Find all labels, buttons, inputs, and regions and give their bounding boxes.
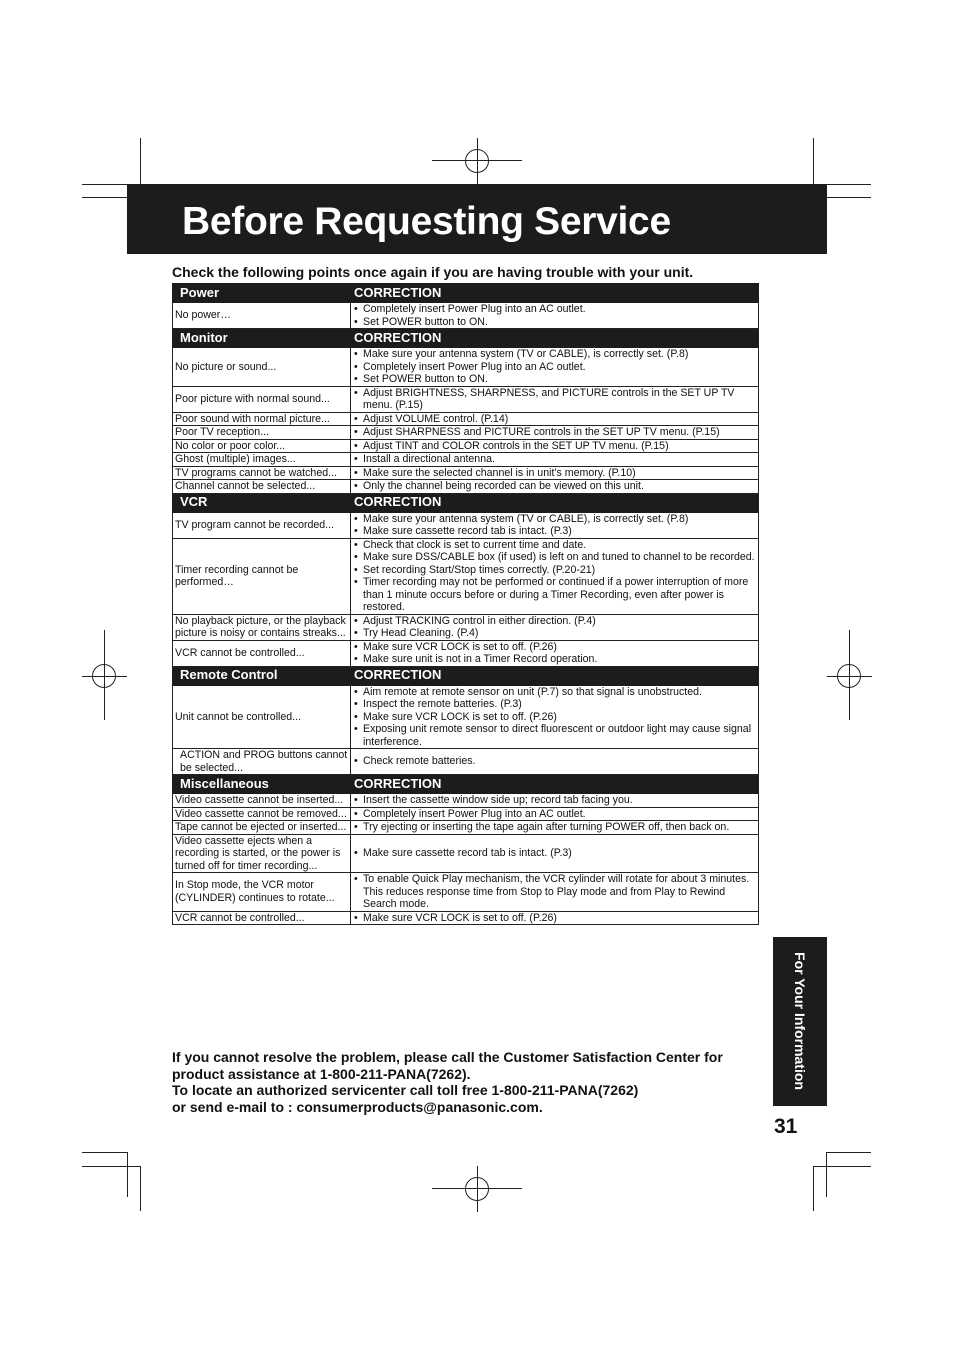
section-title: Miscellaneous	[173, 775, 351, 794]
page-number: 31	[774, 1115, 798, 1138]
correction-item: • Check that clock is set to current time and date.	[353, 539, 756, 552]
problem-cell: Channel cannot be selected...	[173, 480, 351, 494]
correction-list	[353, 794, 756, 807]
correction-item: • Aim remote at remote sensor on unit (P.7) so that signal is unobstructed.	[353, 686, 756, 699]
correction-list	[353, 467, 756, 480]
correction-item: • Try Head Cleaning. (P.4)	[353, 627, 756, 640]
table-row	[173, 614, 759, 640]
table-row	[173, 466, 759, 480]
correction-header: CORRECTION	[351, 666, 759, 685]
problem-cell: Poor picture with normal sound...	[173, 386, 351, 412]
correction-item: • Make sure the selected channel is in unit’s memory. (P.10)	[353, 467, 756, 480]
correction-cell	[351, 466, 759, 480]
section-header	[173, 666, 759, 685]
correction-cell	[351, 512, 759, 538]
correction-cell	[351, 453, 759, 467]
correction-list	[353, 303, 756, 328]
correction-list	[353, 873, 756, 911]
correction-item: • Timer recording may not be performed or continued if a power interruption of more than 1 minute occurs before or during a Timer Recording, even after power is restored.	[353, 576, 756, 614]
correction-header: CORRECTION	[351, 775, 759, 794]
section-header	[173, 775, 759, 794]
correction-header: CORRECTION	[351, 284, 759, 303]
section-title: Power	[173, 284, 351, 303]
correction-list	[353, 413, 756, 426]
correction-list	[353, 615, 756, 640]
correction-item: • Set POWER button to ON.	[353, 373, 756, 386]
correction-list	[353, 755, 756, 768]
troubleshooting-table	[172, 283, 759, 925]
table-row	[173, 439, 759, 453]
title-bar	[127, 184, 827, 254]
correction-cell	[351, 426, 759, 440]
problem-cell: Video cassette cannot be inserted...	[173, 794, 351, 808]
correction-cell	[351, 834, 759, 873]
correction-item: • Make sure unit is not in a Timer Record operation.	[353, 653, 756, 666]
section-title: Monitor	[173, 329, 351, 348]
correction-cell	[351, 614, 759, 640]
table-row	[173, 640, 759, 666]
correction-item: • Set POWER button to ON.	[353, 316, 756, 329]
correction-cell	[351, 303, 759, 329]
correction-item: • Adjust TINT and COLOR controls in the SET UP TV menu. (P.15)	[353, 440, 756, 453]
correction-item: • Insert the cassette window side up; record tab facing you.	[353, 794, 756, 807]
correction-item: • Exposing unit remote sensor to direct fluorescent or outdoor light may cause signal interference.	[353, 723, 756, 748]
table-row	[173, 412, 759, 426]
table-row	[173, 911, 759, 925]
footer-line-2: To locate an authorized servicenter call toll free 1-800-211-PANA(7262)	[172, 1082, 639, 1098]
correction-cell	[351, 348, 759, 387]
correction-item: • Make sure cassette record tab is intact. (P.3)	[353, 847, 756, 860]
correction-item: • Set recording Start/Stop times correctly. (P.20-21)	[353, 564, 756, 577]
correction-cell	[351, 911, 759, 925]
problem-cell: Poor sound with normal picture...	[173, 412, 351, 426]
correction-cell	[351, 807, 759, 821]
correction-list	[353, 348, 756, 386]
correction-item: • Completely insert Power Plug into an AC outlet.	[353, 303, 756, 316]
correction-header: CORRECTION	[351, 329, 759, 348]
correction-item: • Make sure your antenna system (TV or CABLE), is correctly set. (P.8)	[353, 348, 756, 361]
correction-list	[353, 808, 756, 821]
table-row	[173, 348, 759, 387]
table-row	[173, 480, 759, 494]
correction-item: • Completely insert Power Plug into an AC outlet.	[353, 808, 756, 821]
problem-cell: Video cassette cannot be removed...	[173, 807, 351, 821]
correction-item: • Make sure DSS/CABLE box (if used) is left on and tuned to channel to be recorded.	[353, 551, 756, 564]
problem-cell: Video cassette ejects when a recording is started, or the power is turned off for timer recording...	[173, 834, 351, 873]
correction-list	[353, 641, 756, 666]
footer-line-1: If you cannot resolve the problem, please call the Customer Satisfaction Center for product assistance at 1-800-211-PANA(7262).	[172, 1049, 723, 1082]
correction-cell	[351, 749, 759, 775]
section-header	[173, 329, 759, 348]
correction-item: • Adjust SHARPNESS and PICTURE controls in the SET UP TV menu. (P.15)	[353, 426, 756, 439]
correction-list	[353, 387, 756, 412]
problem-cell: No power…	[173, 303, 351, 329]
correction-item: • Completely insert Power Plug into an AC outlet.	[353, 361, 756, 374]
correction-item: • Install a directional antenna.	[353, 453, 756, 466]
table-row	[173, 794, 759, 808]
correction-list	[353, 453, 756, 466]
correction-list	[353, 539, 756, 614]
correction-cell	[351, 873, 759, 912]
section-title: VCR	[173, 493, 351, 512]
correction-item: • Make sure your antenna system (TV or CABLE), is correctly set. (P.8)	[353, 513, 756, 526]
correction-cell	[351, 412, 759, 426]
side-tab-label: For Your Information	[792, 952, 808, 1090]
correction-item: • Inspect the remote batteries. (P.3)	[353, 698, 756, 711]
section-header	[173, 284, 759, 303]
correction-cell	[351, 538, 759, 614]
problem-cell: TV program cannot be recorded...	[173, 512, 351, 538]
problem-cell: Ghost (multiple) images...	[173, 453, 351, 467]
intro-text: Check the following points once again if you are having trouble with your unit.	[172, 264, 694, 280]
table-row	[173, 821, 759, 835]
table-row	[173, 749, 759, 775]
page-title: Before Requesting Service	[182, 200, 671, 243]
table-row	[173, 303, 759, 329]
correction-list	[353, 821, 756, 834]
table-row	[173, 685, 759, 749]
correction-list	[353, 480, 756, 493]
problem-cell: No color or poor color...	[173, 439, 351, 453]
correction-header: CORRECTION	[351, 493, 759, 512]
correction-list	[353, 912, 756, 925]
problem-cell: Timer recording cannot be performed…	[173, 538, 351, 614]
section-header	[173, 493, 759, 512]
problem-cell: TV programs cannot be watched...	[173, 466, 351, 480]
correction-item: • Check remote batteries.	[353, 755, 756, 768]
problem-cell: In Stop mode, the VCR motor (CYLINDER) continues to rotate...	[173, 873, 351, 912]
correction-list	[353, 426, 756, 439]
problem-cell: VCR cannot be controlled...	[173, 911, 351, 925]
correction-item: • Adjust VOLUME control. (P.14)	[353, 413, 756, 426]
correction-list	[353, 847, 756, 860]
problem-cell: VCR cannot be controlled...	[173, 640, 351, 666]
side-tab	[773, 937, 827, 1106]
problem-cell: Unit cannot be controlled...	[173, 685, 351, 749]
correction-cell	[351, 640, 759, 666]
correction-item: • Make sure VCR LOCK is set to off. (P.26)	[353, 711, 756, 724]
problem-cell: ACTION and PROG buttons cannot be selected...	[173, 749, 351, 775]
correction-item: • Make sure VCR LOCK is set to off. (P.26)	[353, 641, 756, 654]
correction-cell	[351, 386, 759, 412]
correction-item: • Adjust BRIGHTNESS, SHARPNESS, and PICTURE controls in the SET UP TV menu. (P.15)	[353, 387, 756, 412]
table-row	[173, 453, 759, 467]
correction-list	[353, 440, 756, 453]
section-title: Remote Control	[173, 666, 351, 685]
correction-cell	[351, 685, 759, 749]
correction-cell	[351, 480, 759, 494]
problem-cell: No picture or sound...	[173, 348, 351, 387]
correction-item: • Adjust TRACKING control in either direction. (P.4)	[353, 615, 756, 628]
correction-cell	[351, 794, 759, 808]
footer-contact	[172, 1049, 762, 1115]
correction-item: • To enable Quick Play mechanism, the VCR cylinder will rotate for about 3 minutes. This reduces response time from Stop to Play mode and from Play to Rewind Search mode.	[353, 873, 756, 911]
table-row	[173, 426, 759, 440]
table-row	[173, 873, 759, 912]
correction-item: • Try ejecting or inserting the tape again after turning POWER off, then back on.	[353, 821, 756, 834]
problem-cell: No playback picture, or the playback picture is noisy or contains streaks...	[173, 614, 351, 640]
table-row	[173, 538, 759, 614]
table-row	[173, 807, 759, 821]
correction-list	[353, 513, 756, 538]
problem-cell: Poor TV reception...	[173, 426, 351, 440]
footer-line-3: or send e-mail to : consumerproducts@panasonic.com.	[172, 1098, 543, 1115]
table-row	[173, 386, 759, 412]
correction-list	[353, 686, 756, 749]
problem-cell: Tape cannot be ejected or inserted...	[173, 821, 351, 835]
correction-item: • Only the channel being recorded can be viewed on this unit.	[353, 480, 756, 493]
correction-cell	[351, 439, 759, 453]
correction-item: • Make sure VCR LOCK is set to off. (P.26)	[353, 912, 756, 925]
table-row	[173, 834, 759, 873]
correction-cell	[351, 821, 759, 835]
correction-item: • Make sure cassette record tab is intact. (P.3)	[353, 525, 756, 538]
table-row	[173, 512, 759, 538]
